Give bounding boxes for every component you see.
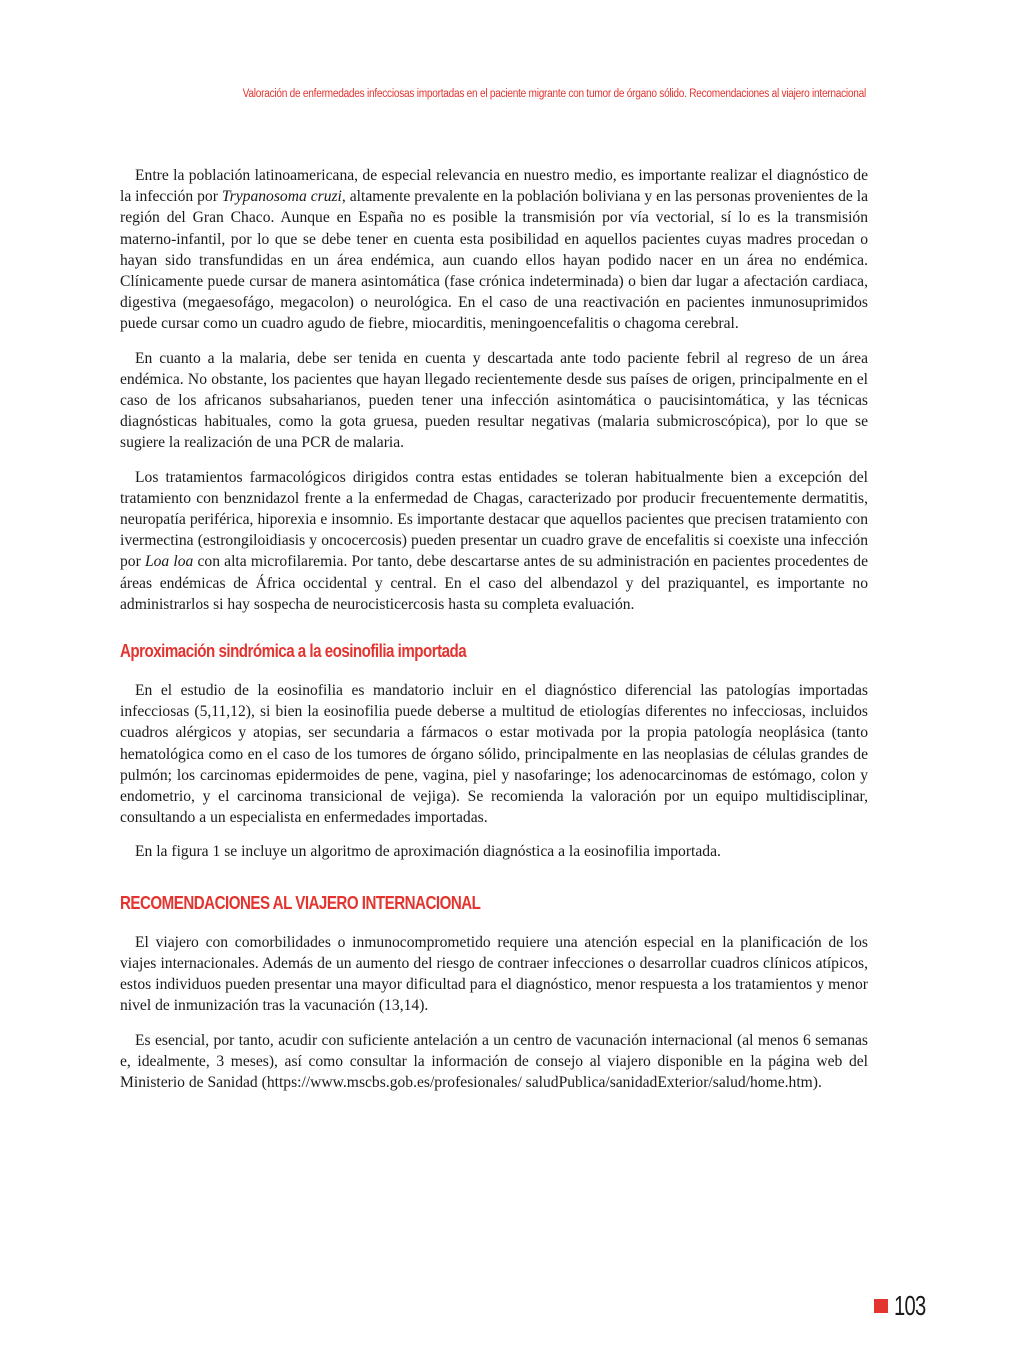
- paragraph: [120, 348, 868, 454]
- text-run: En cuanto a la malaria, debe ser tenida en cuenta y descartada ante todo paciente febril al regreso de un área endémica. No obstante, los pacientes que hayan llegado recientemente desde sus países de origen, principalmente en el caso de los africanos subsaharianos, pueden tener una infección asintomática o paucisintomática, y las técnicas diagnósticas habituales, como la gota gruesa, pueden resultar negativas (malaria submicroscópica), por lo que se sugiere la realización de una PCR de malaria.: [120, 349, 868, 452]
- text-run: Los tratamientos farmacológicos dirigidos contra estas entidades se toleran habitualmente bien a excepción del tratamiento con benznidazol frente a la enfermedad de Chagas, caracterizado por producir frecuentemente dermatitis, neuropatía periférica, hiporexia e insomnio. Es importante destacar que aquellos pacientes que precisen tratamiento con ivermectina (estrongiloidiasis y oncocercosis) pueden presentar un cuadro grave de encefalitis si coexiste una infección por: [120, 468, 868, 571]
- square-marker-icon: [874, 1299, 888, 1313]
- paragraph: En la figura 1 se incluye un algoritmo de aproximación diagnóstica a la eosinofilia importada.: [135, 843, 721, 861]
- text-run: Entre la población latinoamericana, de especial relevancia en nuestro medio, es importante realizar el diagnóstico de la infección por: [120, 167, 868, 206]
- paragraph: [120, 165, 868, 335]
- section-heading-viajero: RECOMENDACIONES AL VIAJERO INTERNACIONAL: [120, 892, 481, 913]
- paragraph: Es esencial, por tanto, acudir con suficiente antelación a un centro de vacunación internacional (al menos 6 semanas e, idealmente, 3 meses), así como consultar la información de consejo al viajero disponible en la página web del Ministerio de Sanidad (https://www.mscbs.gob.es/profesionales/ saludPublica/sanidadExterior/salud/home.htm).: [120, 1031, 868, 1091]
- section-heading-eosinofilia: Aproximación sindrómica a la eosinofilia importada: [120, 641, 467, 662]
- main-content: [120, 165, 868, 1106]
- intro-paragraphs: [120, 165, 868, 615]
- text-run: con alta microfilaremia. Por tanto, debe descartarse antes de su administración en pacientes procedentes de áreas endémicas de África occidental y central. En el caso del albendazol y del praziquantel, es importante no administrarlos si hay sospecha de neurocisticercosis hasta su completa evaluación.: [120, 553, 868, 613]
- page-number-text: 103: [894, 1290, 926, 1321]
- page-number: [874, 1290, 938, 1322]
- italic-term: Loa loa: [144, 553, 194, 571]
- running-header: Valoración de enfermedades infecciosas importadas en el paciente migrante con tumor de órgano sólido. Recomendaciones al viajero internacional: [242, 88, 866, 100]
- paragraph: El viajero con comorbilidades o inmunocomprometido requiere una atención especial en la planificación de los viajes internacionales. Además de un aumento del riesgo de contraer infecciones o desarrollar cuadros clínicos atípicos, estos individuos pueden presentar una mayor dificultad para el diagnóstico, menor respuesta a los tratamientos y menor nivel de inmunización tras la vacunación (13,14).: [120, 933, 868, 1015]
- italic-term: Trypanosoma cruzi: [221, 188, 342, 206]
- text-run: , altamente prevalente en la población boliviana y en las personas provenientes de la región del Gran Chaco. Aunque en España no es posible la transmisión por vía vectorial, sí lo es la transmisión materno-infantil, por lo que se debe tener en cuenta esta posibilidad en aquellos pacientes cuyas madres procedan o hayan sido transfundidas en un área endémica, aun cuando ellos hayan podido nacer en un área no endémica. Clínicamente puede cursar de manera asintomática (fase crónica indeterminada) o bien dar lugar a afectación cardiaca, digestiva (megaesofágo, megacolon) o neurológica. En el caso de una reactivación en pacientes inmunosuprimidos puede cursar como un cuadro agudo de fiebre, miocarditis, meningoencefalitis o chagoma cerebral.: [120, 188, 869, 333]
- paragraph: En el estudio de la eosinofilia es mandatorio incluir en el diagnóstico diferencial las patologías importadas infecciosas (5,11,12), si bien la eosinofilia puede deberse a multitud de etiologías diferentes no infecciosas, incluidos cuadros alérgicos y atopias, ser secundaria a fármacos o estar motivada por la propia patología neoplásica (tanto hematológica como en el caso de los tumores de órgano sólido, principalmente en las neoplasias de células grandes de pulmón; los carcinomas epidermoides de pene, vagina, piel y nasofaringe; los adenocarcinomas de estómago, colon y endometrio, y el carcinoma transicional de vejiga). Se recomienda la valoración por un equipo multidisciplinar, consultando a un especialista en enfermedades importadas.: [120, 682, 868, 827]
- paragraph: [120, 467, 868, 615]
